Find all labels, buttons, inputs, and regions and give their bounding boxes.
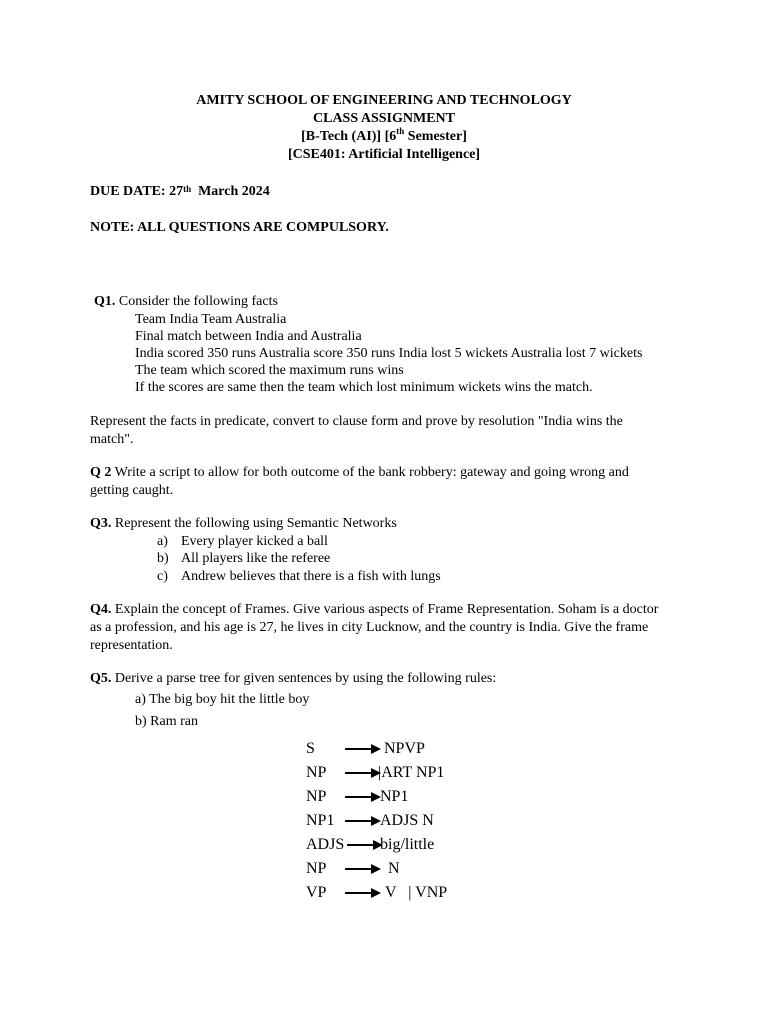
due-pre: DUE DATE: 27 (90, 184, 184, 199)
rule-lhs: VP (306, 884, 327, 901)
rule-row (306, 834, 526, 856)
program-post: Semester] (404, 129, 467, 144)
rule-lhs: NP (306, 788, 327, 805)
course-line: [CSE401: Artificial Intelligence] (287, 147, 481, 162)
q1-task-line: match". (90, 432, 134, 447)
q4-line: as a profession, and his age is 27, he lives in city Lucknow, and the country is India. Give the frame (90, 620, 649, 635)
due-post: March 2024 (191, 184, 270, 199)
q1-fact: India scored 350 runs Australia score 350 runs India lost 5 wickets Australia lost 7 wickets (135, 346, 643, 361)
rule-rhs: NP1 (380, 788, 409, 805)
arrow-icon (347, 838, 383, 852)
grammar-rules (306, 738, 526, 908)
q3-label: Q3. (90, 516, 112, 531)
q1-fact: If the scores are same then the team which lost minimum wickets wins the match. (135, 380, 593, 395)
q4-label: Q4. (90, 602, 112, 617)
q2-line (90, 464, 629, 482)
rule-row (306, 858, 526, 880)
arrow-icon (345, 862, 381, 876)
rule-row (306, 762, 526, 784)
arrow-icon (345, 742, 381, 756)
q3-item-text: Andrew believes that there is a fish with lungs (181, 569, 441, 584)
q5-sentence: a) The big boy hit the little boy (135, 692, 310, 707)
q3-item-marker: c) (157, 569, 168, 584)
q5-sentence: b) Ram ran (135, 714, 198, 729)
rule-row (306, 810, 526, 832)
arrow-icon (345, 814, 381, 828)
school-name: AMITY SCHOOL OF ENGINEERING AND TECHNOLOGY (196, 93, 572, 108)
rule-rhs: N (388, 860, 400, 877)
rule-rhs: |ART NP1 (378, 764, 445, 781)
rule-lhs: NP (306, 764, 327, 781)
q1-fact: The team which scored the maximum runs wins (135, 363, 404, 378)
due-sup: th (183, 184, 192, 194)
q4-text: Explain the concept of Frames. Give various aspects of Frame Representation. Soham is a doctor (111, 602, 659, 617)
q4-line (90, 601, 658, 619)
program-pre: [B-Tech (AI)] [6 (301, 129, 397, 144)
rule-rhs: big/little (380, 836, 435, 853)
q1-task-line: Represent the facts in predicate, convert to clause form and prove by resolution "India wins the (90, 414, 623, 429)
rule-lhs: ADJS (306, 836, 345, 853)
q3-intro-text: Represent the following using Semantic Networks (111, 516, 397, 531)
q5-intro (90, 670, 496, 688)
program-sup: th (396, 126, 405, 136)
arrow-icon (345, 886, 381, 900)
q1-fact: Team India Team Australia (135, 312, 287, 327)
rule-lhs: S (306, 740, 315, 757)
rule-lhs: NP1 (306, 812, 335, 829)
rule-row (306, 738, 526, 760)
rule-rhs: NPVP (384, 740, 425, 757)
arrow-icon (345, 790, 381, 804)
q3-intro (90, 515, 397, 533)
q1-intro-text: Consider the following facts (115, 294, 278, 309)
q3-item-marker: a) (157, 534, 168, 549)
q3-item-marker: b) (157, 551, 169, 566)
note-line: NOTE: ALL QUESTIONS ARE COMPULSORY. (90, 220, 389, 235)
assignment-title: CLASS ASSIGNMENT (313, 111, 455, 126)
q1-intro (94, 293, 278, 311)
rule-rhs: ADJS N (380, 812, 434, 829)
q5-intro-text: Derive a parse tree for given sentences by using the following rules: (111, 671, 497, 686)
program-line (0, 126, 768, 145)
arrow-icon (345, 766, 381, 780)
rule-row (306, 786, 526, 808)
rule-rhs: V | VNP (385, 884, 448, 901)
q1-label: Q1. (94, 294, 116, 309)
rule-lhs: NP (306, 860, 327, 877)
q4-line: representation. (90, 638, 173, 653)
q3-item-text: Every player kicked a ball (181, 534, 328, 549)
rule-row (306, 882, 526, 904)
q2-line: getting caught. (90, 483, 174, 498)
due-date (90, 183, 270, 201)
q3-item-text: All players like the referee (181, 551, 331, 566)
q2-text: Write a script to allow for both outcome of the bank robbery: gateway and going wrong and (111, 465, 629, 480)
q5-label: Q5. (90, 671, 112, 686)
q1-fact: Final match between India and Australia (135, 329, 362, 344)
q2-label: Q 2 (90, 465, 112, 480)
